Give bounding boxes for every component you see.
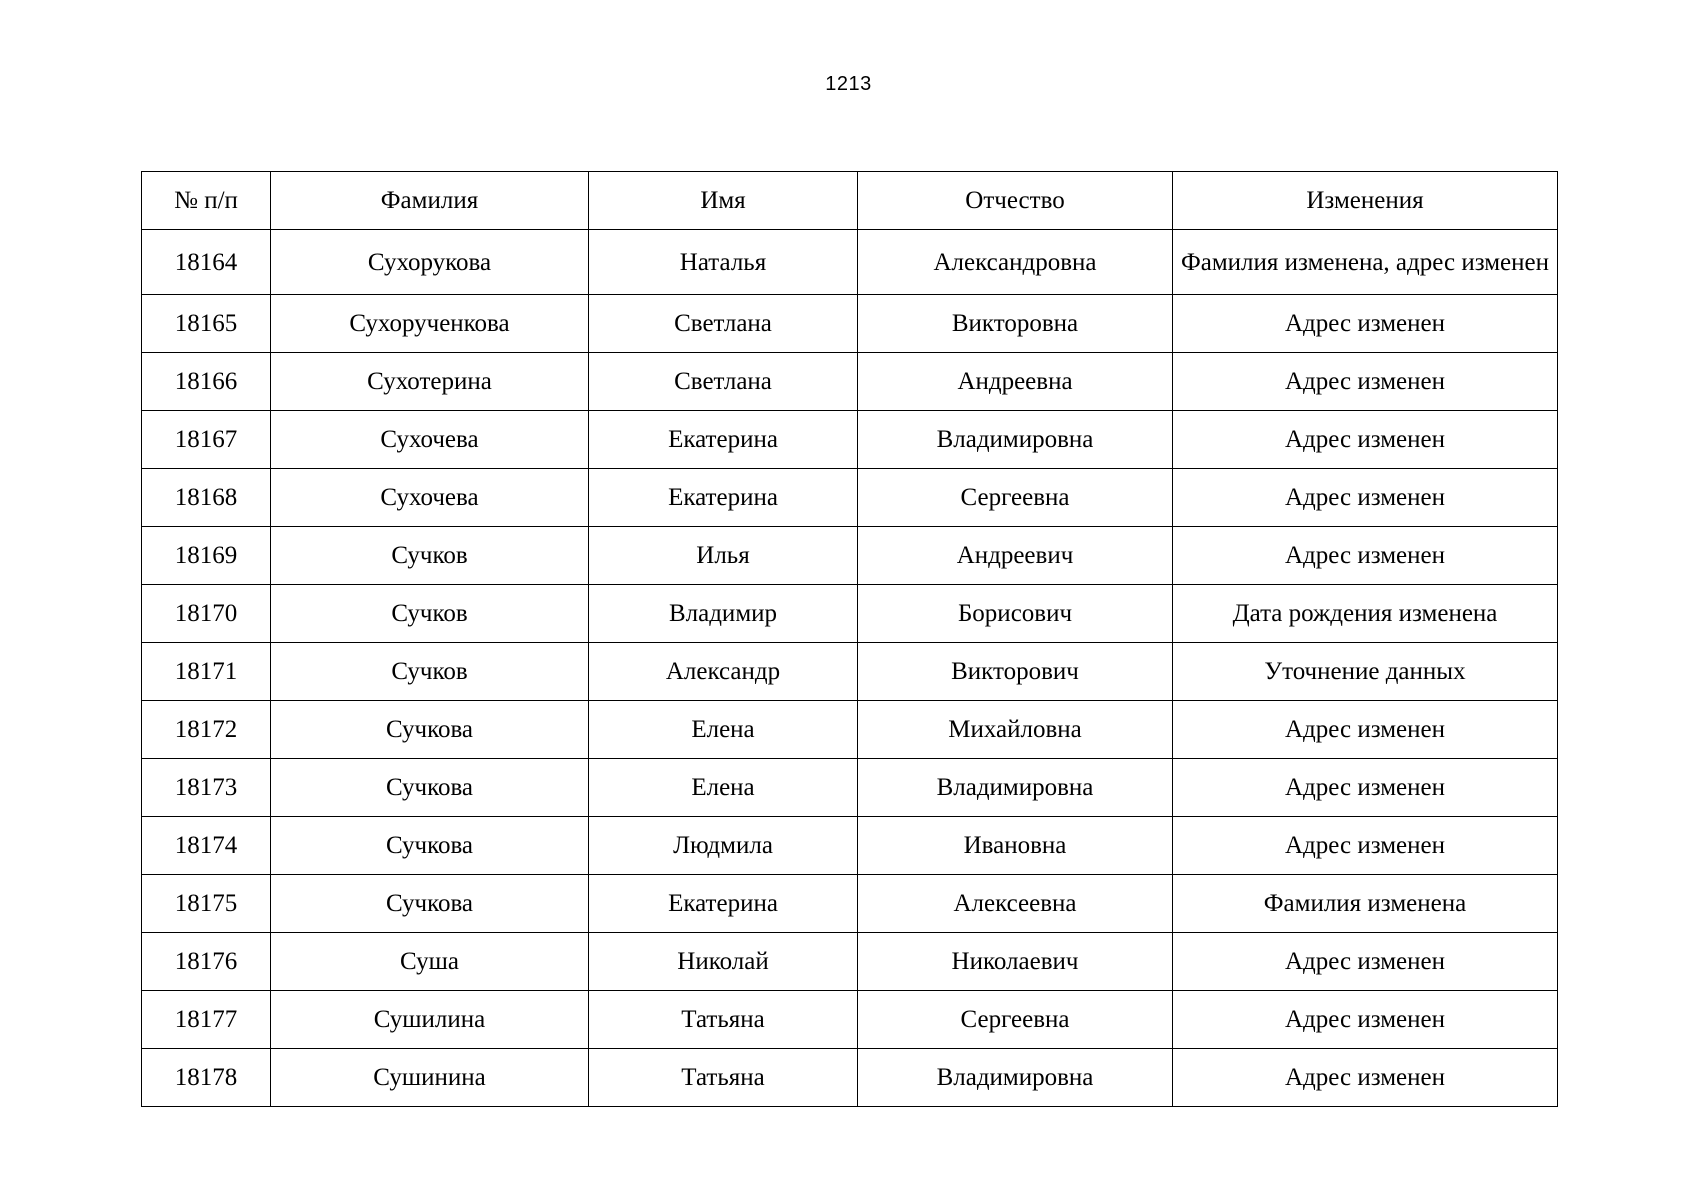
cell-first-name: Светлана <box>589 295 858 353</box>
cell-num: 18169 <box>142 527 271 585</box>
header-patronymic: Отчество <box>858 172 1173 230</box>
cell-patronymic: Андреевна <box>858 353 1173 411</box>
cell-patronymic: Ивановна <box>858 817 1173 875</box>
cell-first-name: Татьяна <box>589 1049 858 1107</box>
page-number: 1213 <box>825 73 872 95</box>
table-row <box>142 933 1558 991</box>
cell-last-name: Сухочева <box>271 469 589 527</box>
cell-last-name: Сухорученкова <box>271 295 589 353</box>
cell-changes: Адрес изменен <box>1173 991 1558 1049</box>
cell-first-name: Татьяна <box>589 991 858 1049</box>
cell-first-name: Екатерина <box>589 875 858 933</box>
cell-num: 18178 <box>142 1049 271 1107</box>
cell-num: 18168 <box>142 469 271 527</box>
cell-num: 18175 <box>142 875 271 933</box>
header-row <box>142 172 1558 230</box>
cell-num: 18167 <box>142 411 271 469</box>
cell-changes: Адрес изменен <box>1173 527 1558 585</box>
table-row <box>142 759 1558 817</box>
table-row <box>142 469 1558 527</box>
cell-first-name: Владимир <box>589 585 858 643</box>
cell-first-name: Илья <box>589 527 858 585</box>
cell-changes: Адрес изменен <box>1173 411 1558 469</box>
header-num: № п/п <box>142 172 271 230</box>
table-row <box>142 295 1558 353</box>
cell-changes: Адрес изменен <box>1173 295 1558 353</box>
table-row <box>142 643 1558 701</box>
cell-patronymic: Владимировна <box>858 759 1173 817</box>
table-row <box>142 1049 1558 1107</box>
cell-first-name: Александр <box>589 643 858 701</box>
cell-first-name: Николай <box>589 933 858 991</box>
registry-table <box>141 171 1558 1107</box>
cell-changes: Адрес изменен <box>1173 701 1558 759</box>
table-row <box>142 353 1558 411</box>
cell-last-name: Сухорукова <box>271 230 589 295</box>
cell-patronymic: Алексеевна <box>858 875 1173 933</box>
cell-last-name: Сучкова <box>271 701 589 759</box>
cell-patronymic: Николаевич <box>858 933 1173 991</box>
cell-patronymic: Борисович <box>858 585 1173 643</box>
table-row <box>142 585 1558 643</box>
cell-num: 18170 <box>142 585 271 643</box>
header-last-name: Фамилия <box>271 172 589 230</box>
cell-first-name: Екатерина <box>589 469 858 527</box>
cell-num: 18173 <box>142 759 271 817</box>
cell-changes: Адрес изменен <box>1173 817 1558 875</box>
cell-patronymic: Викторовна <box>858 295 1173 353</box>
cell-changes: Фамилия изменена, адрес изменен <box>1173 230 1558 295</box>
cell-num: 18164 <box>142 230 271 295</box>
cell-patronymic: Сергеевна <box>858 469 1173 527</box>
cell-last-name: Сушинина <box>271 1049 589 1107</box>
cell-last-name: Суша <box>271 933 589 991</box>
cell-patronymic: Владимировна <box>858 411 1173 469</box>
table-row <box>142 527 1558 585</box>
cell-last-name: Сучкова <box>271 875 589 933</box>
table-header <box>142 172 1558 230</box>
table-row <box>142 230 1558 295</box>
cell-num: 18174 <box>142 817 271 875</box>
cell-patronymic: Владимировна <box>858 1049 1173 1107</box>
cell-changes: Дата рождения изменена <box>1173 585 1558 643</box>
cell-changes: Адрес изменен <box>1173 469 1558 527</box>
cell-changes: Адрес изменен <box>1173 759 1558 817</box>
cell-first-name: Екатерина <box>589 411 858 469</box>
cell-num: 18177 <box>142 991 271 1049</box>
cell-last-name: Сучков <box>271 585 589 643</box>
cell-num: 18176 <box>142 933 271 991</box>
table-row <box>142 875 1558 933</box>
cell-last-name: Сухочева <box>271 411 589 469</box>
header-first-name: Имя <box>589 172 858 230</box>
cell-changes: Уточнение данных <box>1173 643 1558 701</box>
table-row <box>142 817 1558 875</box>
cell-patronymic: Михайловна <box>858 701 1173 759</box>
cell-num: 18171 <box>142 643 271 701</box>
cell-last-name: Сучкова <box>271 759 589 817</box>
cell-patronymic: Александровна <box>858 230 1173 295</box>
cell-changes: Фамилия изменена <box>1173 875 1558 933</box>
cell-last-name: Сучков <box>271 643 589 701</box>
cell-patronymic: Викторович <box>858 643 1173 701</box>
cell-num: 18166 <box>142 353 271 411</box>
table-row <box>142 701 1558 759</box>
cell-last-name: Сучков <box>271 527 589 585</box>
cell-changes: Адрес изменен <box>1173 1049 1558 1107</box>
header-changes: Изменения <box>1173 172 1558 230</box>
cell-patronymic: Андреевич <box>858 527 1173 585</box>
cell-first-name: Елена <box>589 701 858 759</box>
cell-num: 18165 <box>142 295 271 353</box>
cell-num: 18172 <box>142 701 271 759</box>
cell-last-name: Сухотерина <box>271 353 589 411</box>
cell-first-name: Людмила <box>589 817 858 875</box>
cell-changes: Адрес изменен <box>1173 353 1558 411</box>
cell-last-name: Сучкова <box>271 817 589 875</box>
cell-first-name: Наталья <box>589 230 858 295</box>
cell-first-name: Елена <box>589 759 858 817</box>
cell-first-name: Светлана <box>589 353 858 411</box>
cell-last-name: Сушилина <box>271 991 589 1049</box>
table-row <box>142 411 1558 469</box>
cell-patronymic: Сергеевна <box>858 991 1173 1049</box>
table-body <box>142 230 1558 1107</box>
table-row <box>142 991 1558 1049</box>
cell-changes: Адрес изменен <box>1173 933 1558 991</box>
